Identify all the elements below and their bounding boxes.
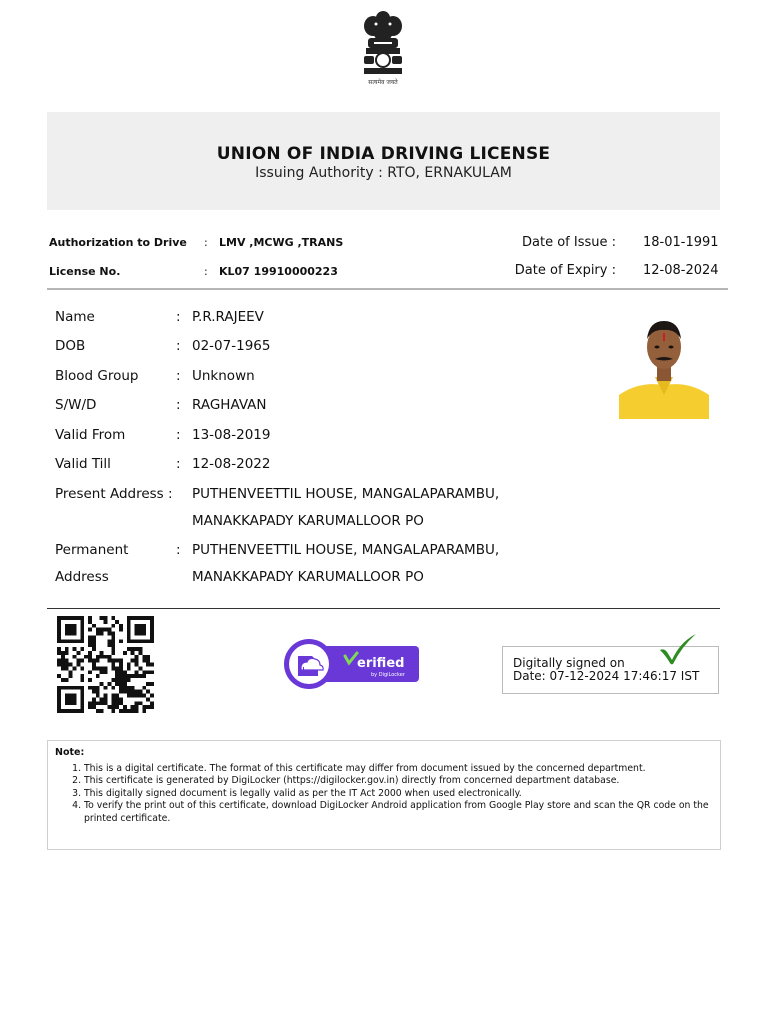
detail-label-blood-group: Blood Group: [55, 368, 139, 384]
note-item: 2. This certificate is generated by DigiLocker (https://digilocker.gov.in) directly from concerned department database.: [84, 775, 714, 787]
detail-label-dob: DOB: [55, 338, 86, 354]
detail-value-swd: RAGHAVAN: [192, 397, 267, 413]
detail-value-name: P.R.RAJEEV: [192, 309, 264, 325]
detail-colon: :: [176, 427, 181, 443]
detail-value-blood-group: Unknown: [192, 368, 255, 384]
present-address-label: Present Address :: [55, 486, 173, 502]
authorization-label: Authorization to Drive: [49, 236, 187, 249]
badge-subtext: by DigiLocker: [371, 672, 405, 678]
permanent-address-label: Permanent: [55, 542, 129, 558]
present-address-line2: MANAKKAPADY KARUMALLOOR PO: [192, 513, 424, 529]
digilocker-verified-badge: [283, 638, 419, 690]
detail-colon: :: [176, 397, 181, 413]
license-number-label: License No.: [49, 265, 121, 278]
document-title: UNION OF INDIA DRIVING LICENSE: [216, 144, 551, 164]
section-divider: [47, 288, 728, 290]
permanent-address-line2: MANAKKAPADY KARUMALLOOR PO: [192, 569, 424, 585]
note-title: Note:: [55, 747, 85, 758]
checkmark-icon: [658, 632, 698, 666]
license-number-colon: :: [204, 265, 208, 278]
note-item: 3. This digitally signed document is legally valid as per the IT Act 2000 when used electronically.: [84, 788, 714, 800]
emblem-motto: सत्यमेव जयते: [368, 79, 398, 86]
issuing-authority: Issuing Authority : RTO, ERNAKULAM: [255, 165, 512, 181]
detail-colon: :: [176, 338, 181, 354]
permanent-address-line1: PUTHENVEETTIL HOUSE, MANGALAPARAMBU,: [192, 542, 500, 558]
detail-value-dob: 02-07-1965: [192, 338, 271, 354]
national-emblem-icon: [356, 8, 410, 88]
authorization-value: LMV ,MCWG ,TRANS: [219, 236, 344, 249]
note-item: 4. To verify the print out of this certificate, download DigiLocker Android application from Google Play store and scan the QR code on the printed certificate.: [84, 800, 714, 825]
detail-label-name: Name: [55, 309, 95, 325]
date-of-expiry-label: Date of Expiry :: [514, 263, 616, 278]
present-address-line1: PUTHENVEETTIL HOUSE, MANGALAPARAMBU,: [192, 486, 500, 502]
detail-value-valid-till: 12-08-2022: [192, 456, 271, 472]
detail-colon: :: [176, 542, 181, 558]
detail-label-valid-from: Valid From: [55, 427, 126, 443]
document-header: [47, 112, 720, 210]
section-divider: [47, 608, 720, 609]
note-box: [47, 740, 721, 850]
signature-line: Digitally signed on: [513, 656, 625, 670]
qr-code[interactable]: [54, 616, 157, 713]
detail-colon: :: [176, 456, 181, 472]
detail-label-valid-till: Valid Till: [55, 456, 111, 472]
detail-colon: :: [176, 368, 181, 384]
date-of-issue-label: Date of Issue :: [522, 235, 616, 250]
detail-value-valid-from: 13-08-2019: [192, 427, 271, 443]
note-item: 1. This is a digital certificate. The format of this certificate may differ from document issued by the concerned department.: [84, 763, 714, 775]
note-list: [54, 763, 714, 825]
detail-colon: :: [176, 309, 181, 325]
signature-date: Date: 07-12-2024 17:46:17 IST: [513, 669, 700, 683]
date-of-expiry-value: 12-08-2024: [643, 263, 719, 278]
detail-label-swd: S/W/D: [55, 397, 97, 413]
badge-text: erified: [357, 656, 405, 671]
permanent-address-label-cont: Address: [55, 569, 109, 585]
license-number-value: KL07 19910000223: [219, 265, 338, 278]
authorization-colon: :: [204, 236, 208, 249]
date-of-issue-value: 18-01-1991: [643, 235, 719, 250]
holder-photo: [619, 305, 709, 419]
